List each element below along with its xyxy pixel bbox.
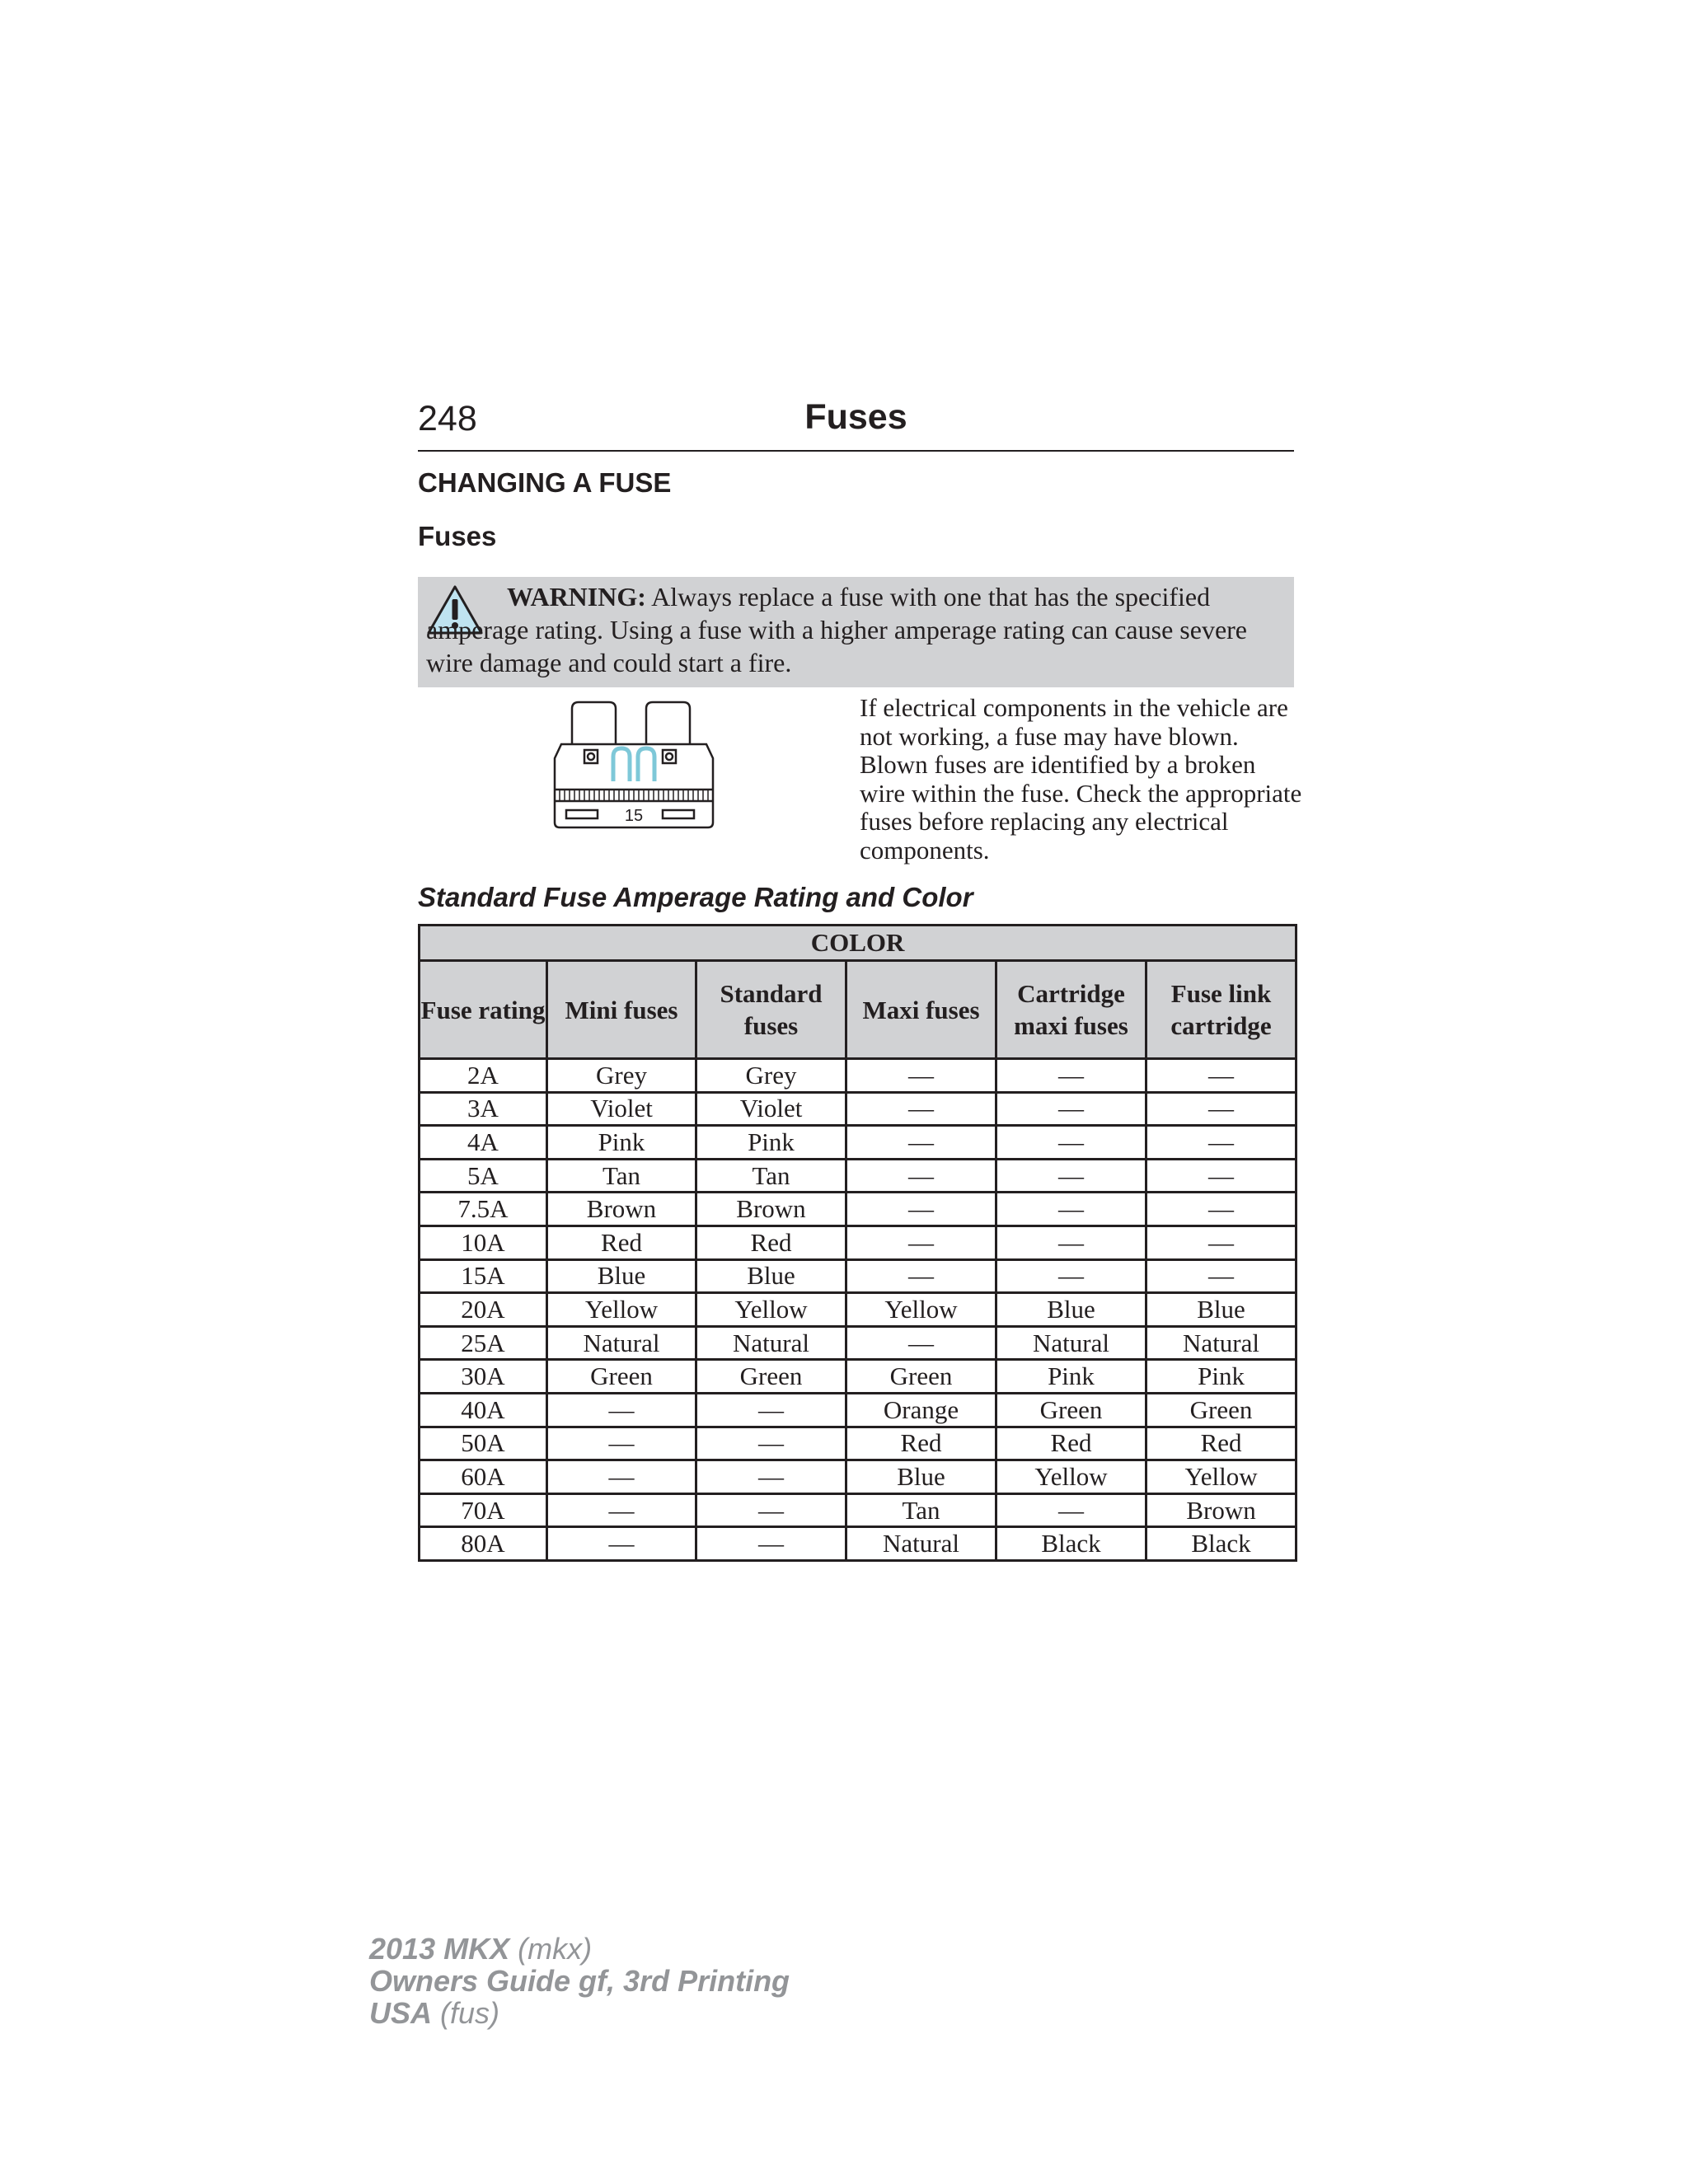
fuse-color-cell: Brown: [696, 1193, 846, 1226]
page-header: [418, 396, 1294, 452]
fuse-color-cell: Violet: [547, 1092, 696, 1126]
fuse-color-cell: —: [996, 1126, 1146, 1160]
fuse-color-cell: Grey: [696, 1059, 846, 1093]
table-row: [420, 1360, 1296, 1394]
subsection-heading: Fuses: [418, 521, 497, 551]
fuse-rating-cell: 10A: [420, 1226, 547, 1259]
fuse-color-table: [418, 924, 1297, 1562]
footer-market: USA: [369, 1996, 433, 2030]
warning-label: WARNING:: [507, 582, 646, 612]
fuse-rating-cell: 60A: [420, 1460, 547, 1494]
table-row: [420, 1159, 1296, 1193]
table-row: [420, 1460, 1296, 1494]
table-column-header: Mini fuses: [547, 961, 696, 1059]
fuse-rating-cell: 25A: [420, 1326, 547, 1360]
page-title: Fuses: [804, 397, 907, 437]
table-row: [420, 1193, 1296, 1226]
footer-line-1: [369, 1933, 790, 1965]
fuse-rating-cell: 50A: [420, 1427, 547, 1460]
warning-box: [418, 577, 1294, 687]
fuse-color-cell: Blue: [696, 1259, 846, 1293]
fuse-color-cell: —: [996, 1226, 1146, 1259]
fuse-color-cell: Green: [547, 1360, 696, 1394]
fuse-color-cell: Green: [1146, 1393, 1296, 1427]
table-title: Standard Fuse Amperage Rating and Color: [418, 882, 973, 912]
fuse-color-cell: —: [1146, 1193, 1296, 1226]
table-row: [420, 1326, 1296, 1360]
fuse-color-cell: Natural: [996, 1326, 1146, 1360]
fuse-color-cell: —: [547, 1493, 696, 1527]
fuse-color-cell: Tan: [547, 1159, 696, 1193]
fuse-color-cell: —: [996, 1259, 1146, 1293]
fuse-color-cell: Yellow: [996, 1460, 1146, 1494]
fuse-color-cell: Tan: [696, 1159, 846, 1193]
table-column-header: Standard fuses: [696, 961, 846, 1059]
fuse-color-cell: Pink: [996, 1360, 1146, 1394]
fuse-color-cell: Yellow: [547, 1293, 696, 1327]
fuse-color-cell: —: [696, 1393, 846, 1427]
fuse-color-cell: —: [996, 1193, 1146, 1226]
blade-fuse-illustration: [551, 699, 716, 837]
table-row: [420, 1092, 1296, 1126]
table-row: [420, 1427, 1296, 1460]
fuse-color-cell: —: [1146, 1059, 1296, 1093]
fuse-color-cell: Red: [996, 1427, 1146, 1460]
fuse-color-cell: —: [1146, 1259, 1296, 1293]
fuse-color-cell: —: [696, 1427, 846, 1460]
footer-model: 2013 MKX: [369, 1932, 510, 1966]
fuse-rating-cell: 3A: [420, 1092, 547, 1126]
fuse-color-cell: Orange: [846, 1393, 996, 1427]
fuse-color-cell: —: [547, 1527, 696, 1561]
fuse-color-cell: —: [1146, 1126, 1296, 1160]
fuse-color-cell: Grey: [547, 1059, 696, 1093]
fuse-color-cell: —: [547, 1460, 696, 1494]
fuse-color-cell: —: [996, 1159, 1146, 1193]
footer-market-code: (fus): [440, 1996, 500, 2030]
fuse-color-cell: —: [1146, 1226, 1296, 1259]
fuse-rating-cell: 7.5A: [420, 1193, 547, 1226]
fuse-rating-label: 15: [624, 807, 644, 825]
fuse-color-cell: Green: [696, 1360, 846, 1394]
table-column-header: Fuse rating: [420, 961, 547, 1059]
page-number: 248: [418, 399, 477, 438]
fuse-color-cell: Black: [996, 1527, 1146, 1561]
table-group-header: COLOR: [420, 926, 1296, 961]
fuse-color-cell: —: [996, 1493, 1146, 1527]
fuse-color-cell: —: [547, 1427, 696, 1460]
fuse-color-cell: Red: [846, 1427, 996, 1460]
footer-line-3: [369, 1997, 790, 2029]
fuse-rating-cell: 15A: [420, 1259, 547, 1293]
fuse-color-cell: Tan: [846, 1493, 996, 1527]
fuse-color-cell: Violet: [696, 1092, 846, 1126]
fuse-color-cell: Blue: [1146, 1293, 1296, 1327]
fuse-color-cell: Pink: [547, 1126, 696, 1160]
fuse-color-cell: Natural: [1146, 1326, 1296, 1360]
fuse-color-cell: —: [846, 1326, 996, 1360]
table-column-header: Fuse link cartridge: [1146, 961, 1296, 1059]
fuse-color-cell: Blue: [996, 1293, 1146, 1327]
warning-text: [426, 580, 1283, 679]
fuse-color-cell: Green: [996, 1393, 1146, 1427]
fuse-rating-cell: 40A: [420, 1393, 547, 1427]
fuse-color-cell: —: [846, 1193, 996, 1226]
fuse-color-cell: Black: [1146, 1527, 1296, 1561]
table-row: [420, 1393, 1296, 1427]
fuse-color-cell: Blue: [547, 1259, 696, 1293]
footer-line-2: Owners Guide gf, 3rd Printing: [369, 1964, 790, 1998]
fuse-color-cell: Brown: [1146, 1493, 1296, 1527]
fuse-color-cell: Yellow: [696, 1293, 846, 1327]
fuse-color-cell: Yellow: [846, 1293, 996, 1327]
fuse-color-cell: Red: [696, 1226, 846, 1259]
footer-model-code: (mkx): [518, 1932, 593, 1966]
fuse-color-cell: —: [846, 1059, 996, 1093]
fuse-color-cell: —: [696, 1493, 846, 1527]
table-column-header: Cartridge maxi fuses: [996, 961, 1146, 1059]
table-row: [420, 1126, 1296, 1160]
fuse-color-cell: Red: [547, 1226, 696, 1259]
fuse-color-cell: Brown: [547, 1193, 696, 1226]
section-heading: CHANGING A FUSE: [418, 467, 672, 498]
fuse-color-cell: Natural: [846, 1527, 996, 1561]
fuse-color-cell: —: [1146, 1092, 1296, 1126]
fuse-color-cell: Red: [1146, 1427, 1296, 1460]
fuse-color-cell: —: [846, 1126, 996, 1160]
table-row: [420, 1259, 1296, 1293]
fuse-color-cell: —: [696, 1460, 846, 1494]
fuse-rating-cell: 4A: [420, 1126, 547, 1160]
fuse-color-cell: —: [696, 1527, 846, 1561]
fuse-color-cell: —: [846, 1259, 996, 1293]
fuse-rating-cell: 80A: [420, 1527, 547, 1561]
fuse-color-cell: —: [846, 1092, 996, 1126]
fuse-color-cell: Pink: [696, 1126, 846, 1160]
fuse-color-cell: Green: [846, 1360, 996, 1394]
fuse-color-cell: Pink: [1146, 1360, 1296, 1394]
fuse-color-cell: —: [846, 1159, 996, 1193]
fuse-color-cell: —: [1146, 1159, 1296, 1193]
fuse-color-cell: —: [996, 1059, 1146, 1093]
fuse-color-cell: —: [547, 1393, 696, 1427]
table-column-header: Maxi fuses: [846, 961, 996, 1059]
table-row: [420, 1527, 1296, 1561]
fuse-color-cell: Yellow: [1146, 1460, 1296, 1494]
warning-body: Always replace a fuse with one that has the specified amperage rating. Using a fuse with a higher amperage rating can cause severe wire damage and could start a fire.: [426, 582, 1247, 677]
table-row: [420, 1059, 1296, 1093]
fuse-rating-cell: 70A: [420, 1493, 547, 1527]
fuse-color-cell: Natural: [547, 1326, 696, 1360]
table-row: [420, 1293, 1296, 1327]
fuse-rating-cell: 2A: [420, 1059, 547, 1093]
fuse-rating-cell: 5A: [420, 1159, 547, 1193]
fuse-rating-cell: 20A: [420, 1293, 547, 1327]
fuse-rating-cell: 30A: [420, 1360, 547, 1394]
page-footer: [369, 1933, 790, 2029]
fuse-color-cell: Natural: [696, 1326, 846, 1360]
fuse-color-cell: Blue: [846, 1460, 996, 1494]
intro-paragraph: If electrical components in the vehicle are not working, a fuse may have blown. Blown fuses are identified by a broken wire within the fuse. Check the appropriate fuses before replacing any electrical components.: [860, 693, 1302, 865]
fuse-color-cell: —: [846, 1226, 996, 1259]
fuse-color-cell: —: [996, 1092, 1146, 1126]
table-row: [420, 1226, 1296, 1259]
table-row: [420, 1493, 1296, 1527]
